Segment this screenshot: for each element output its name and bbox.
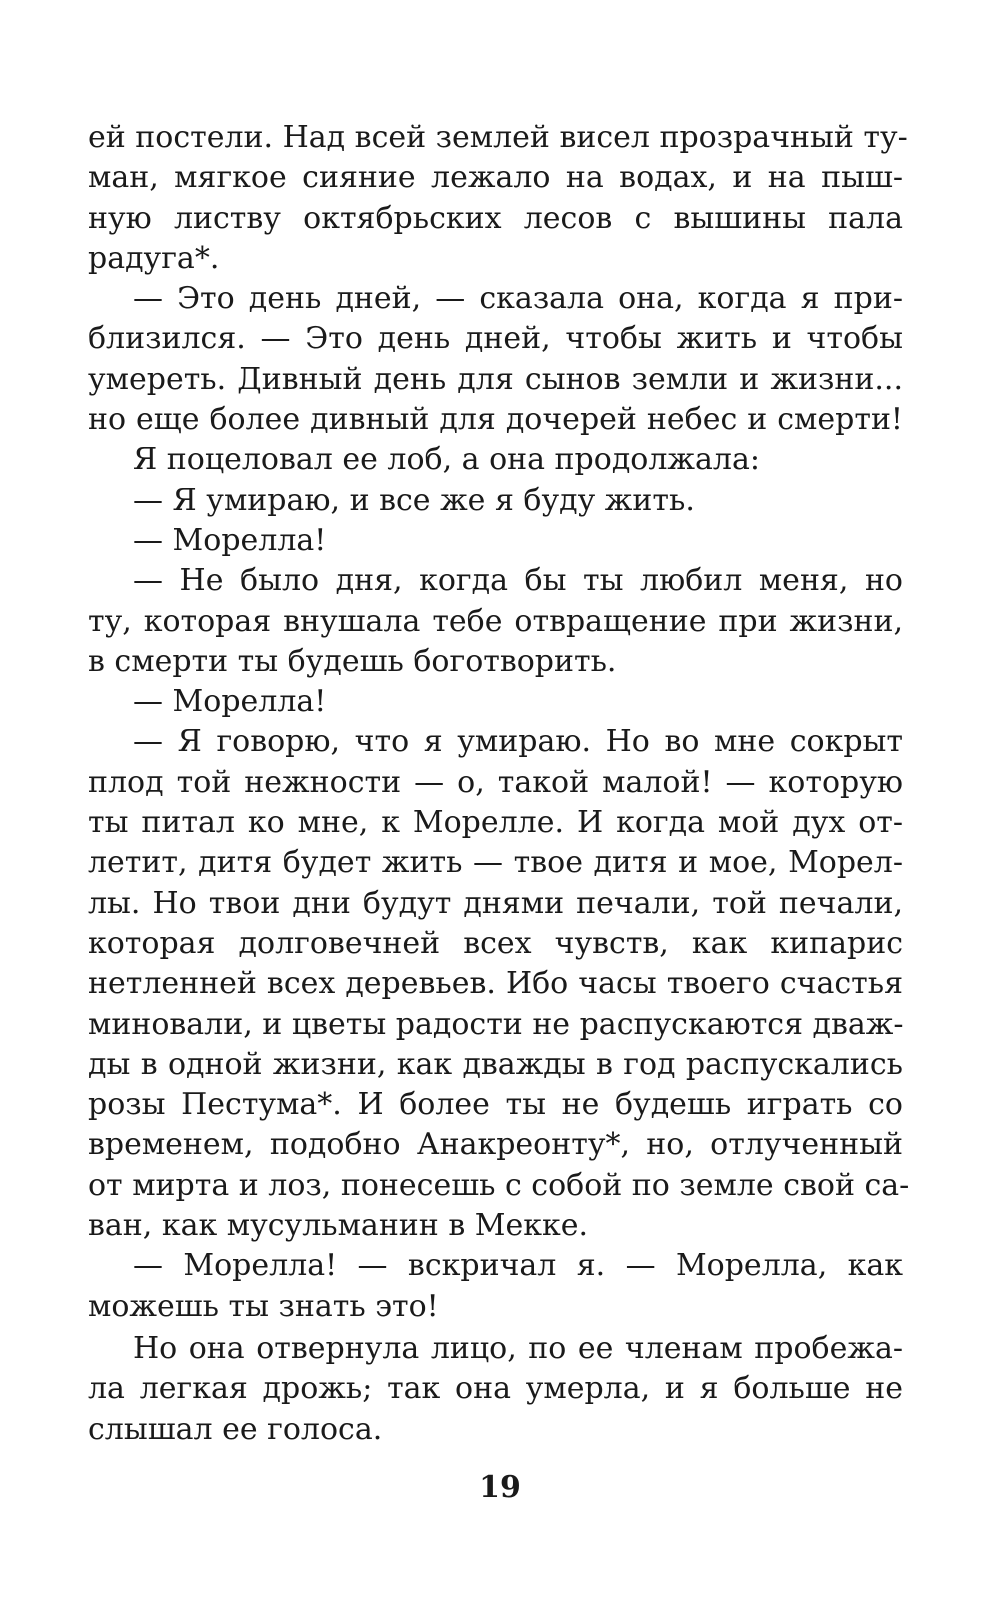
text-line: — Я умираю, и все же я буду жить. (133, 482, 695, 518)
text-line: нетленней всех деревьев. Ибо часы твоего счастья (88, 966, 903, 1002)
text-line: Но она отвернула лицо, по ее членам пробежа- (133, 1330, 903, 1366)
text-line: миновали, и цветы радости не распускаются дваж- (88, 1006, 904, 1042)
text-line: ла легкая дрожь; так она умерла, и я больше не (88, 1371, 903, 1407)
text-line: близился. — Это день дней, чтобы жить и чтобы (88, 321, 903, 357)
text-line: ман, мягкое сияние лежало на водах, и на пыш- (88, 160, 903, 196)
text-line: ту, которая внушала тебе отвращение при жизни, (88, 603, 903, 639)
text-line: лы. Но твои дни будут днями печали, той печали, (88, 885, 903, 921)
text-line: умереть. Дивный день для сынов земли и жизни... (88, 361, 903, 397)
text-line: — Я говорю, что я умираю. Но во мне сокрыт (133, 724, 903, 760)
text-line: радуга*. (88, 240, 220, 276)
text-line: ей постели. Над всей землей висел прозрачный ту- (88, 120, 908, 155)
text-line: летит, дитя будет жить — твое дитя и мое, Морел- (88, 845, 903, 881)
text-line: временем, подобно Анакреонту*, но, отлученный (88, 1127, 903, 1163)
text-line: — Морелла! (133, 684, 327, 720)
body-text (88, 118, 910, 1450)
text-line: розы Пестума*. И более ты не будешь играть со (88, 1087, 903, 1123)
text-line: плод той нежности — о, такой малой! — которую (88, 764, 903, 800)
text-line: которая долговечней всех чувств, как кипарис (88, 925, 903, 961)
text-line: ты питал ко мне, к Морелле. И когда мой дух от- (88, 805, 903, 841)
text-line: в смерти ты будешь боготворить. (88, 643, 617, 679)
text-line: от мирта и лоз, понесешь с собой по земле свой са- (88, 1167, 910, 1203)
text-line: ды в одной жизни, как дважды в год распускались (88, 1046, 903, 1082)
text-line: слышал ее голоса. (88, 1411, 383, 1447)
text-line: Я поцеловал ее лоб, а она продолжала: (133, 442, 760, 478)
text-line: ван, как мусульманин в Мекке. (88, 1208, 589, 1244)
text-line: ную листву октябрьских лесов с вышины пала (88, 200, 903, 236)
page-number: 19 (479, 1470, 521, 1505)
text-line: — Морелла! (133, 522, 327, 558)
text-line: — Не было дня, когда бы ты любил меня, но (133, 563, 903, 599)
text-line: — Это день дней, — сказала она, когда я при- (133, 281, 903, 317)
text-line: — Морелла! — вскричал я. — Морелла, как (133, 1248, 903, 1284)
text-line: но еще более дивный для дочерей небес и смерти! (88, 402, 903, 438)
text-line: можешь ты знать это! (88, 1288, 439, 1324)
